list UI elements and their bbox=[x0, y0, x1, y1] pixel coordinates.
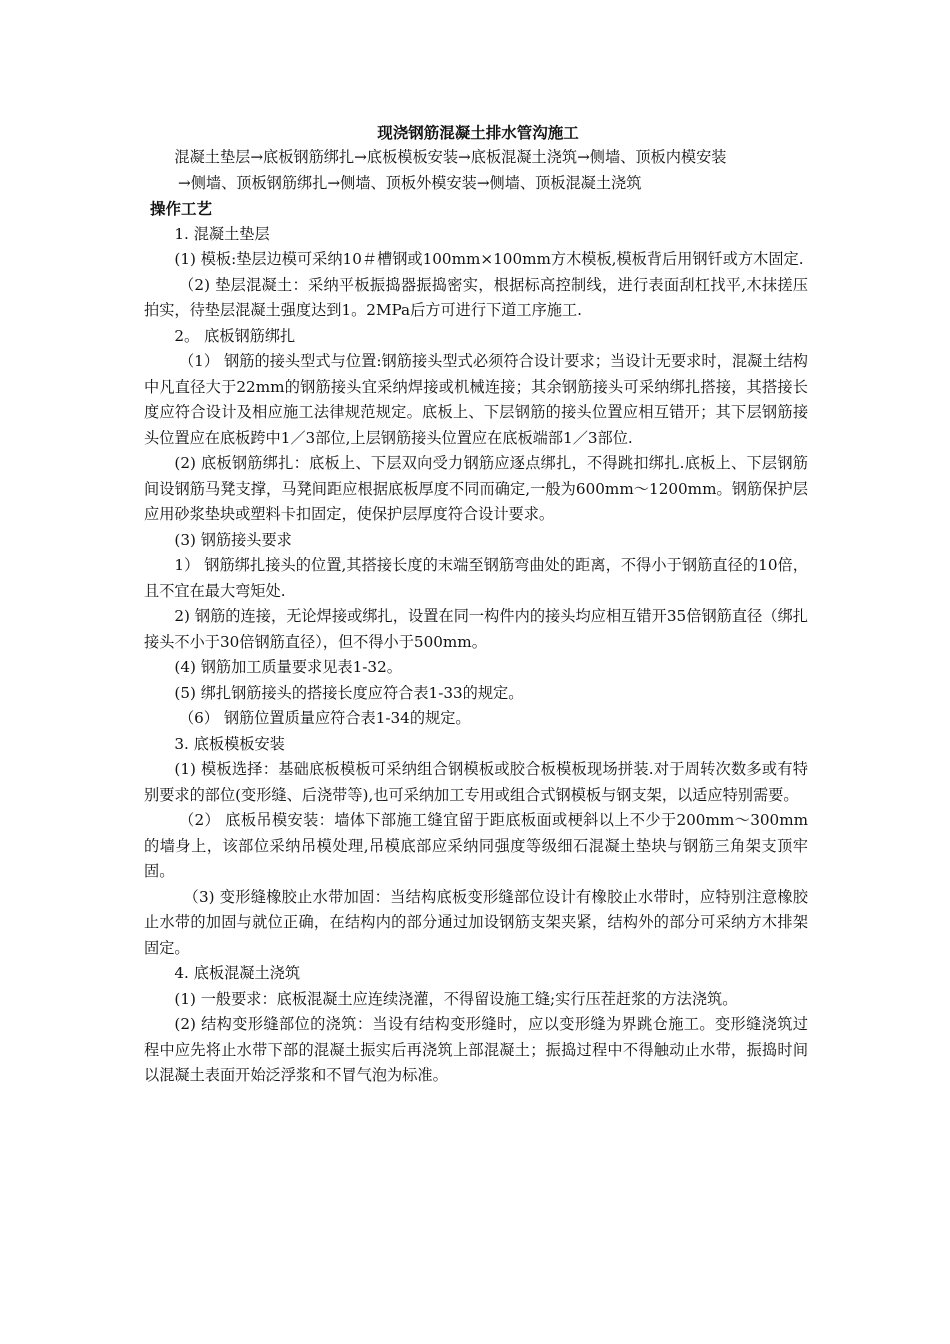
process-flow-line-2: →侧墙、顶板钢筋绑扎→侧墙、顶板外模安装→侧墙、顶板混凝土浇筑 bbox=[178, 173, 642, 192]
paragraph: (1) 模板:垫层边模可采纳10＃槽钢或100mm×100mm方木模板,模板背后用钢钎或方木固定. bbox=[174, 250, 804, 268]
subsection-heading: 1. 混凝土垫层 bbox=[174, 224, 270, 243]
document-title: 现浇钢筋混凝土排水管沟施工 bbox=[377, 123, 579, 142]
paragraph: （1） 钢筋的接头型式与位置:钢筋接头型式必须符合设计要求；当设计无要求时，混凝土结构中凡直径大于22mm的钢筋接头宜采纳焊接或机械连接；其余钢筋接头可采纳绑扎搭接，其搭接长度应符合设计及相应施工法律规范规定。底板上、下层钢筋的接头位置应相互错开；其下层钢筋接头位置应在底板跨中1／3部位,上层钢筋接头位置应在底板端部1／3部位. bbox=[144, 352, 808, 447]
document-page bbox=[144, 120, 808, 1089]
paragraph: (2) 底板钢筋绑扎：底板上、下层双向受力钢筋应逐点绑扎，不得跳扣绑扎.底板上、下层钢筋间设钢筋马凳支撑，马凳间距应根据底板厚度不同而确定,一般为600mm～1200mm。钢筋保护层应用砂浆垫块或塑料卡扣固定，使保护层厚度符合设计要求。 bbox=[144, 454, 808, 523]
paragraph: （2） 底板吊模安装：墙体下部施工缝宜留于距底板面或梗斜以上不少于200mm～300mm的墙身上，该部位采纳吊模处理,吊模底部应采纳同强度等级细石混凝土垫块与钢筋三角架支顶牢固。 bbox=[144, 811, 808, 880]
subsection-heading: 2。 底板钢筋绑扎 bbox=[174, 326, 296, 345]
paragraph: 2) 钢筋的连接，无论焊接或绑扎，设置在同一构件内的接头均应相互错开35倍钢筋直径（绑扎接头不小于30倍钢筋直径），但不得小于500mm。 bbox=[144, 607, 808, 651]
paragraph: （6） 钢筋位置质量应符合表1-34的规定。 bbox=[178, 709, 471, 727]
paragraph: （2) 垫层混凝土：采纳平板振捣器振捣密实，根据标高控制线，进行表面刮杠找平,木抹搓压拍实，待垫层混凝土强度达到1。2MPa后方可进行下道工序施工. bbox=[144, 275, 808, 319]
section-heading: 操作工艺 bbox=[150, 199, 213, 218]
paragraph: (5) 绑扎钢筋接头的搭接长度应符合表1-33的规定。 bbox=[174, 683, 524, 702]
subsection-heading: 3. 底板模板安装 bbox=[174, 734, 285, 753]
paragraph: （3) 变形缝橡胶止水带加固：当结构底板变形缝部位设计有橡胶止水带时，应特别注意橡胶止水带的加固与就位正确，在结构内的部分通过加设钢筋支架夹紧，结构外的部分可采纳方木排架固定。 bbox=[144, 887, 808, 957]
paragraph: (4) 钢筋加工质量要求见表1-32。 bbox=[174, 658, 402, 676]
paragraph: (2) 结构变形缝部位的浇筑：当设有结构变形缝时，应以变形缝为界跳仓施工。变形缝浇筑过程中应先将止水带下部的混凝土振实后再浇筑上部混凝土；振捣过程中不得触动止水带，振捣时间以混凝土表面开始泛浮浆和不冒气泡为标准。 bbox=[144, 1015, 808, 1084]
paragraph: (1) 一般要求：底板混凝土应连续浇灌，不得留设施工缝;实行压茬赶浆的方法浇筑。 bbox=[174, 989, 738, 1008]
paragraph: (3) 钢筋接头要求 bbox=[174, 530, 292, 549]
paragraph: 1） 钢筋绑扎接头的位置,其搭接长度的末端至钢筋弯曲处的距离，不得小于钢筋直径的10倍，且不宜在最大弯矩处. bbox=[144, 556, 808, 600]
process-flow-line-1: 混凝土垫层→底板钢筋绑扎→底板模板安装→底板混凝土浇筑→侧墙、顶板内模安装 bbox=[174, 148, 727, 166]
subsection-heading: 4. 底板混凝土浇筑 bbox=[174, 964, 301, 982]
paragraph: (1) 模板选择：基础底板模板可采纳组合钢模板或胶合板模板现场拼装.对于周转次数多或有特别要求的部位(变形缝、后浇带等),也可采纳加工专用或组合式钢模板与钢支架，以适应特别需要。 bbox=[144, 760, 808, 804]
